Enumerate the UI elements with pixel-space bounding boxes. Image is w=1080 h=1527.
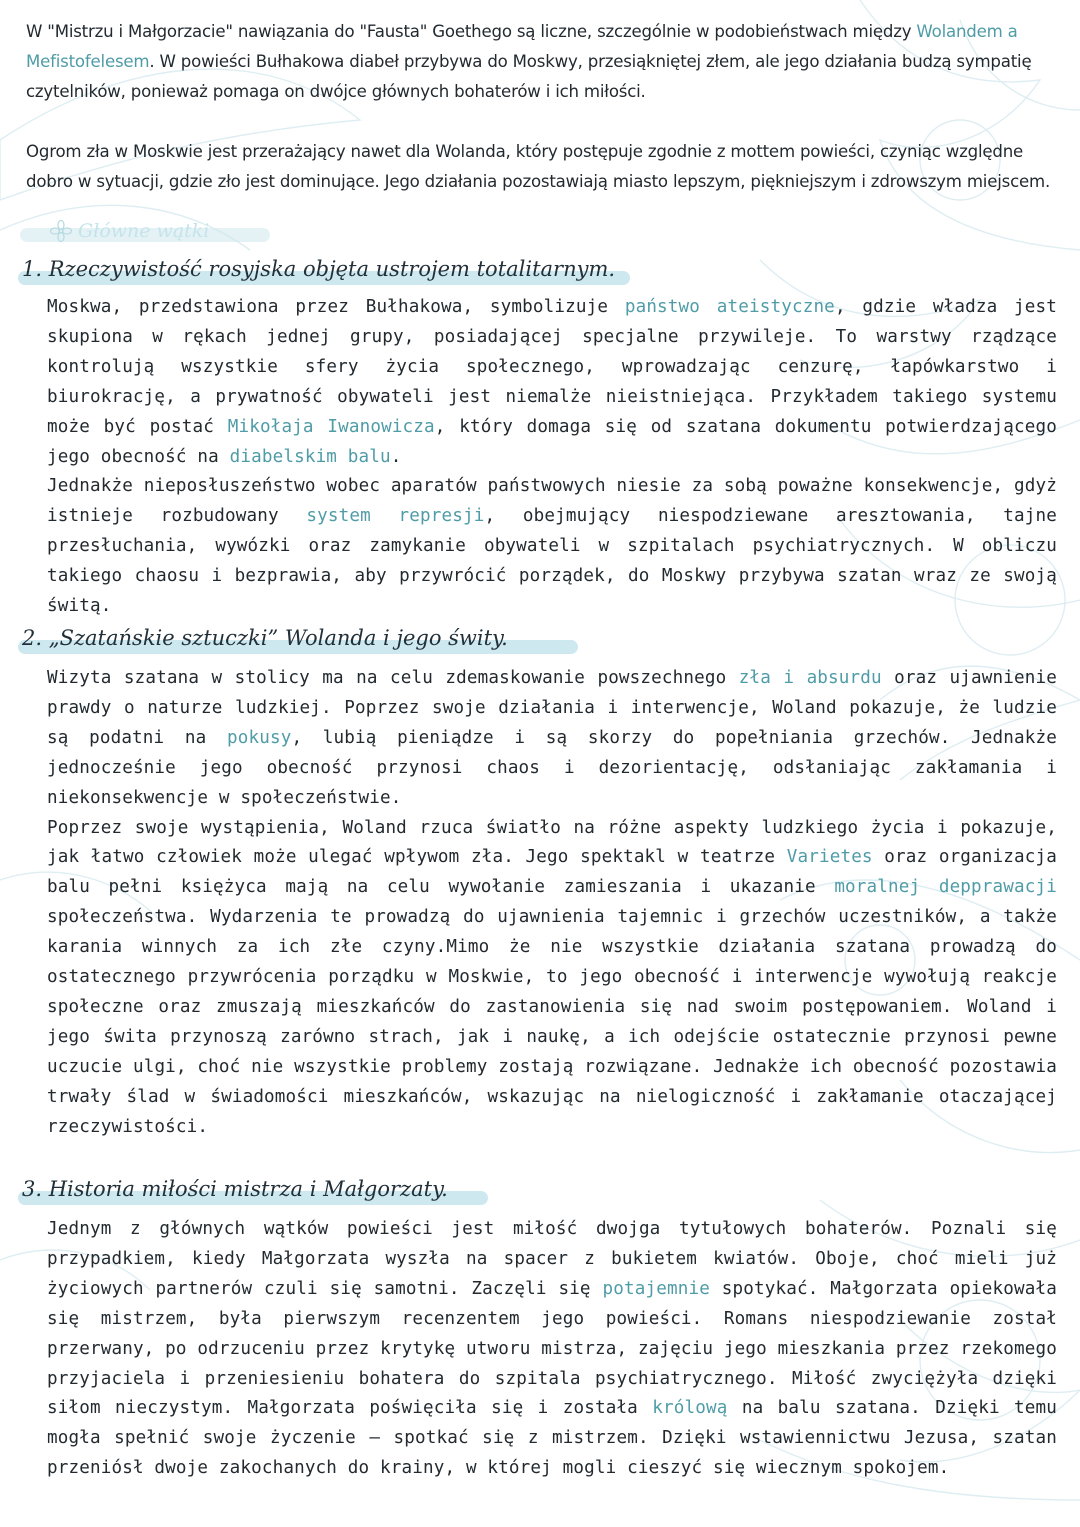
text-run: Wizyta szatana w stolicy ma na celu zdemaskowanie powszechnego	[47, 668, 739, 688]
text-run: , gdzie władza jest skupiona w rękach jednej grupy, posiadającej specjalne przywileje. To warstwy rządzące kontrolują wszystkie sfery życia społecznego, wprowadzając cenzurę, łapówkarstwo i biurokrację, a prywatność obywateli jest niemalże nieistniejąca. Przykładem takiego systemu może być postać	[47, 297, 1058, 437]
text-run: oraz ujawnienie prawdy o naturze ludzkiej. Poprzez swoje działania i interwencje, Woland pokazuje, że ludzie są podatni na	[47, 668, 1057, 748]
intro-paragraph-1	[26, 17, 1066, 107]
section-heading-3	[22, 1177, 448, 1201]
intro-paragraph-2	[26, 137, 1066, 197]
flower-icon	[50, 220, 72, 242]
text-run: , lubią pieniądze i są skorzy do popełniania grzechów. Jednakże jednocześnie jego obecność przynosi chaos i dezorientację, odsłaniając zakłamania i niekonsekwencje w społeczeństwie.	[47, 727, 1057, 808]
text-run: społeczeństwa. Wydarzenia te prowadzą do ujawnienia tajemnic i grzechów uczestników, a także karania winnych za ich złe czyny.Mimo że nie wszystkie działania szatana prowadzą do ostatecznego przywrócenia porządku w Moskwie, to jego obecność i interwencje wywołują reakcje społeczne oraz zmuszają mieszkańców do zastanowienia się nad swoim postępowaniem. Woland i jego świta przynoszą zarówno strach, jak i naukę, a ich odejście ostatecznie przynosi pewne uczucie ulgi, choć nie wszystkie problemy zostają rozwiązane. Jednakże ich obecność pozostawia trwały ślad w świadomości mieszkańców, wskazując na nielogiczność i zakłamanie otaczającej rzeczywistości.	[47, 907, 1057, 1137]
section-heading-text: 1. Rzeczywistość rosyjska objęta ustrojem totalitarnym.	[22, 257, 616, 281]
section-label-text: Główne wątki	[78, 220, 210, 242]
intro-paragraph-text: Ogrom zła w Moskwie jest przerażający nawet dla Wolanda, który postępuje zgodnie z mottem powieści, czyniąc względne dobro w sytuacji, gdzie zło jest dominujące. Jego działania pozostawiają miasto lepszym, piękniejszym i zdrowszym miejscem.	[26, 142, 1051, 191]
highlighted-term: pokusy	[226, 727, 292, 748]
section-paragraph	[47, 472, 1057, 622]
section-heading-1	[22, 257, 615, 281]
text-run: oraz organizacja balu pełni księżyca mają na celu wywołanie zamieszania i ukazanie	[47, 847, 1057, 898]
section-heading-text: 2. „Szatańskie sztuczki” Wolanda i jego świty.	[22, 626, 508, 650]
highlighted-term: diabelskim balu	[229, 446, 391, 467]
text-run: .	[390, 446, 402, 467]
text-run: , obejmujący niespodziewane aresztowania, tajne przesłuchania, wywózki oraz zamykanie obywateli w szpitalach psychiatrycznych. W obliczu takiego chaosu i bezprawia, aby przywrócić porządek, do Moskwy przybywa szatan wraz ze swoją świtą.	[47, 506, 1058, 617]
highlighted-term: Wolandem a Mefistofelesem	[26, 22, 1018, 71]
section-paragraph	[47, 1215, 1057, 1484]
section-paragraph	[47, 814, 1057, 1143]
intro-paragraph-text	[26, 17, 1066, 107]
section-heading-text: 3. Historia miłości mistrza i Małgorzaty.	[22, 1177, 448, 1201]
highlighted-term: Mikołaja Iwanowicza	[227, 416, 435, 437]
text-run: Poprzez swoje wystąpienia, Woland rzuca światło na różne aspekty ludzkiego życia i pokazuje, jak łatwo człowiek może ulegać wpływom zła. Jego spektakl w teatrze	[47, 817, 1057, 868]
text-run: W "Mistrzu i Małgorzacie" nawiązania do "Fausta" Goethego są liczne, szczególnie w podobieństwach między	[26, 22, 917, 41]
highlighted-term: Varietes	[786, 847, 873, 868]
highlighted-term: potajemnie	[602, 1278, 710, 1299]
highlighted-term: państwo ateistyczne	[624, 297, 835, 317]
text-run: na balu szatana. Dzięki temu mogła spełnić swoje życzenie – spotkać się z mistrzem. Dzięki wstawiennictwu Jezusa, szatan przeniósł dwoje zakochanych do krainy, w której mogli cieszyć się wiecznym spokojem.	[47, 1398, 1058, 1479]
section-paragraph	[47, 664, 1057, 814]
text-run: Moskwa, przedstawiona przez Bułhakowa, symbolizuje	[47, 297, 625, 317]
section-body-3	[47, 1215, 1057, 1484]
text-run: spotykać. Małgorzata opiekowała się mistrzem, była pierwszym recenzentem jego powieści. Romans niespodziewanie został przerwany, po odrzuceniu przez krytykę utworu mistrza, zajęciu jego mieszkania przez rzekomego przyjaciela i przeniesieniu bohatera do szpitala psychiatrycznego. Miłość zwyciężyła dzięki siłom nieczystym. Małgorzata poświęciła się i została	[47, 1278, 1057, 1419]
text-run: Jednakże nieposłuszeństwo wobec aparatów państwowych niesie za sobą poważne konsekwencje, gdyż istnieje rozbudowany	[47, 476, 1057, 527]
highlighted-term: moralnej depprawacji	[834, 877, 1057, 898]
highlighted-term: system represji	[306, 506, 485, 527]
section-label	[50, 220, 209, 242]
text-run: . W powieści Bułhakowa diabeł przybywa do Moskwy, przesiąkniętej złem, ale jego działania budzą sympatię czytelników, ponieważ pomaga on dwójce głównych bohaterów i ich miłości.	[26, 52, 1032, 101]
section-body-2	[47, 664, 1057, 1143]
section-body-1	[47, 293, 1057, 622]
highlighted-term: królową	[652, 1398, 728, 1419]
section-paragraph	[47, 293, 1057, 472]
text-run: Jednym z głównych wątków powieści jest miłość dwojga tytułowych bohaterów. Poznali się przypadkiem, kiedy Małgorzata wyszła na spacer z bukietem kwiatów. Oboje, choć mieli już życiowych partnerów czuli się samotni. Zaczęli się	[47, 1219, 1057, 1299]
highlighted-term: zła i absurdu	[738, 668, 882, 688]
section-heading-2	[22, 626, 508, 650]
text-run: , który domaga się od szatana dokumentu potwierdzającego jego obecność na	[47, 416, 1057, 467]
